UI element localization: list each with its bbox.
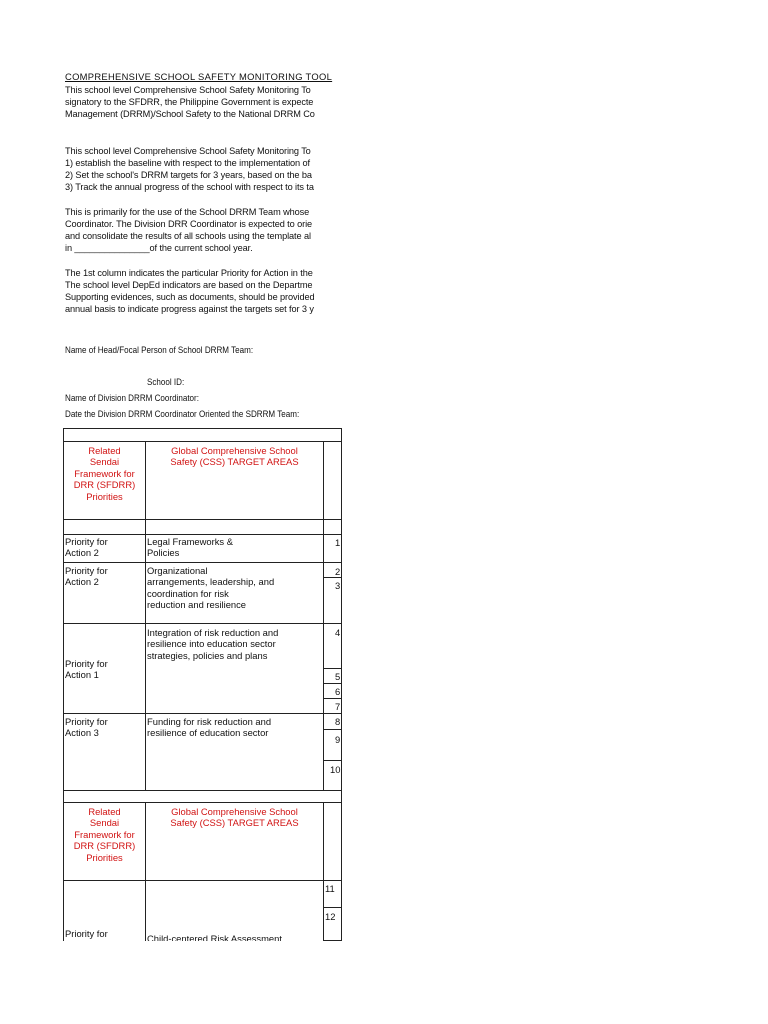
indicator-number: 11	[325, 883, 335, 894]
spreadsheet-page	[0, 0, 342, 1024]
row-5-target-area: Child-centered Risk Assessment	[147, 933, 282, 941]
indicator-number: 3	[335, 580, 341, 591]
indicator-number: 7	[335, 701, 341, 712]
intro-paragraph-1-line-3: Management (DRRM)/School Safety to the National DRRM Co	[65, 109, 315, 119]
indicator-number: 9	[335, 734, 341, 745]
header-sfdrr-priorities-repeat: Related Sendai Framework for DRR (SFDRR) Priorities	[73, 806, 136, 863]
row-4-priority: Priority for Action 3	[65, 716, 108, 739]
intro-paragraph-4-line-2: The school level DepEd indicators are based on the Departme	[65, 280, 313, 290]
intro-paragraph-2-line-2: 1) establish the baseline with respect to the implementation of	[65, 158, 310, 168]
intro-paragraph-2-line-4: 3) Track the annual progress of the school with respect to its ta	[65, 182, 314, 192]
intro-paragraph-1-line-2: signatory to the SFDRR, the Philippine Government is expecte	[65, 97, 314, 107]
row-2-priority: Priority for Action 2	[65, 565, 108, 588]
header-css-target-areas-repeat: Global Comprehensive School Safety (CSS) TARGET AREAS	[170, 806, 299, 829]
intro-paragraph-4-line-1: The 1st column indicates the particular Priority for Action in the	[65, 268, 313, 278]
row-5-priority: Priority for	[65, 928, 108, 939]
intro-paragraph-1-line-1: This school level Comprehensive School Safety Monitoring To	[65, 85, 311, 95]
row-1-target-area: Legal Frameworks & Policies	[147, 536, 233, 559]
header-sfdrr-priorities: Related Sendai Framework for DRR (SFDRR) Priorities	[73, 445, 136, 502]
intro-paragraph-3-line-1: This is primarily for the use of the School DRRM Team whose	[65, 207, 310, 217]
indicator-number: 2	[335, 566, 341, 577]
intro-paragraph-3-line-2: Coordinator. The Division DRR Coordinator is expected to orie	[65, 219, 313, 229]
indicator-number: 4	[335, 627, 341, 638]
row-3-priority: Priority for Action 1	[65, 658, 108, 681]
indicator-number: 5	[335, 671, 341, 682]
orientation-date-label: Date the Division DRRM Coordinator Oriented the SDRRM Team:	[65, 408, 300, 419]
row-1-priority: Priority for Action 2	[65, 536, 108, 559]
row-4-target-area: Funding for risk reduction and resilience of education sector	[147, 716, 272, 739]
indicator-number: 1	[335, 537, 341, 548]
intro-paragraph-3-line-3: and consolidate the results of all schools using the template al	[65, 231, 311, 241]
indicator-number: 6	[335, 686, 341, 697]
indicator-number: 8	[335, 716, 341, 727]
row-2-target-area: Organizational arrangements, leadership, and coordination for risk reduction and resilience	[147, 565, 275, 611]
indicator-number: 12	[325, 911, 336, 922]
intro-paragraph-3-line-4: in _______________of the current school year.	[65, 243, 253, 253]
head-person-label: Name of Head/Focal Person of School DRRM Team:	[65, 344, 254, 355]
indicator-number: 10	[330, 764, 341, 775]
row-3-target-area: Integration of risk reduction and resilience into education sector strategies, policies and plans	[147, 627, 279, 661]
intro-paragraph-4-line-3: Supporting evidences, such as documents, should be provided	[65, 292, 315, 302]
school-id-label: School ID:	[147, 376, 185, 387]
intro-paragraph-2-line-3: 2) Set the school's DRRM targets for 3 years, based on the ba	[65, 170, 312, 180]
document-title: COMPREHENSIVE SCHOOL SAFETY MONITORING TOOL	[65, 71, 333, 82]
intro-paragraph-4-line-4: annual basis to indicate progress against the targets set for 3 y	[65, 304, 314, 314]
intro-paragraph-2-line-1: This school level Comprehensive School Safety Monitoring To	[65, 146, 311, 156]
header-css-target-areas: Global Comprehensive School Safety (CSS) TARGET AREAS	[170, 445, 299, 468]
division-coordinator-label: Name of Division DRRM Coordinator:	[65, 392, 199, 403]
